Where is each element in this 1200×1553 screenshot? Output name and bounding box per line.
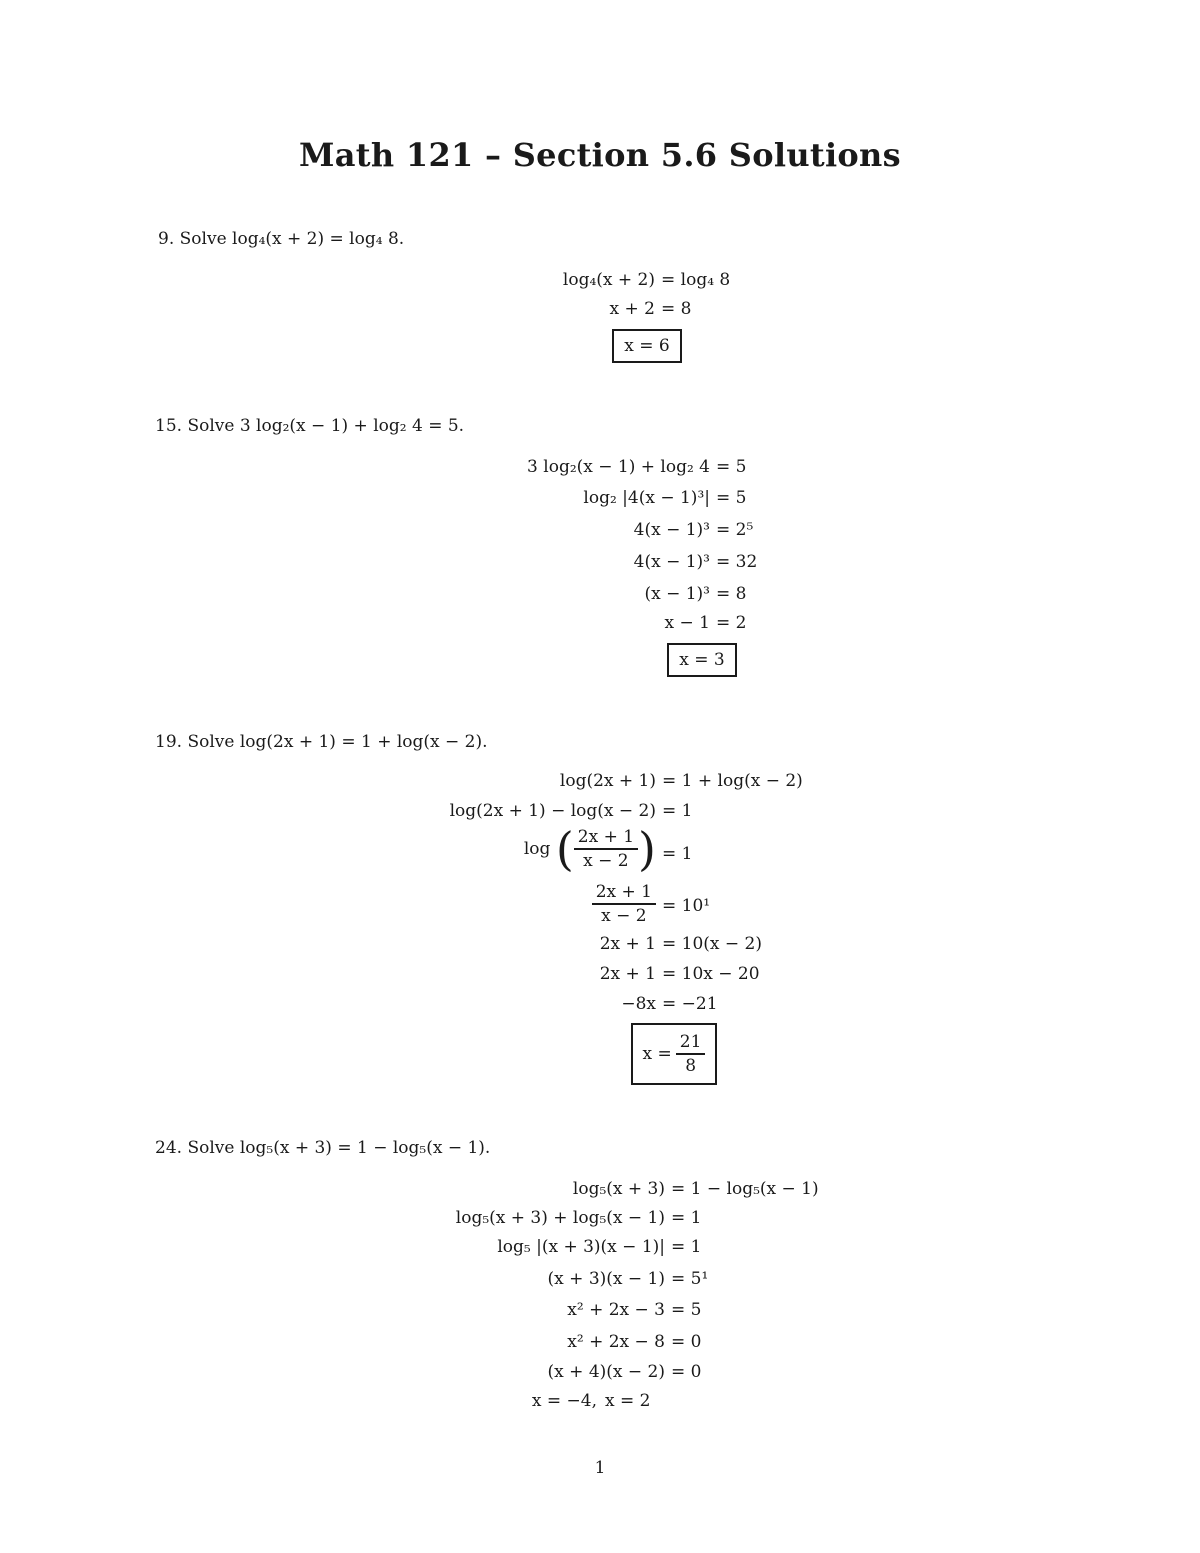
step-rhs: = 1	[671, 1208, 702, 1228]
answer-lhs: x =	[642, 1044, 672, 1064]
log-prefix: log	[523, 839, 551, 859]
step-rhs: = 1	[662, 844, 693, 864]
problem-15-prompt	[155, 415, 464, 437]
answer-box: x = 3	[667, 643, 737, 677]
problem-number: 19.	[155, 732, 183, 752]
numerator: 2x + 1	[592, 881, 656, 905]
step-rhs: = 2	[716, 613, 747, 633]
step-lhs-log-fraction	[523, 822, 656, 876]
step-rhs: = 0	[671, 1362, 702, 1382]
left-paren: (	[555, 822, 574, 876]
page-title: Math 121 – Section 5.6 Solutions	[299, 136, 901, 174]
step-rhs: = 10x − 20	[662, 964, 760, 984]
numerator: 21	[676, 1031, 706, 1055]
solution-pair-first: x = −4,	[531, 1391, 597, 1411]
problem-9-prompt	[158, 228, 404, 250]
numerator: 2x + 1	[574, 826, 638, 850]
fraction	[592, 881, 656, 927]
problem-number: 9.	[158, 229, 175, 249]
step-rhs: = 2⁵	[716, 520, 754, 540]
step-lhs: 3 log₂(x − 1) + log₂ 4	[527, 457, 710, 477]
problem-statement: Solve 3 log₂(x − 1) + log₂ 4 = 5.	[187, 416, 465, 436]
problem-number: 15.	[155, 416, 183, 436]
answer-fraction	[676, 1031, 706, 1077]
step-rhs: = 32	[716, 552, 758, 572]
step-lhs: −8x	[621, 994, 656, 1014]
step-rhs: = 5	[671, 1300, 702, 1320]
problem-statement: Solve log₄(x + 2) = log₄ 8.	[179, 229, 405, 249]
step-lhs: log₄(x + 2)	[562, 270, 655, 290]
problem-statement: Solve log₅(x + 3) = 1 − log₅(x − 1).	[187, 1138, 491, 1158]
step-rhs: = 8	[716, 584, 747, 604]
denominator: x − 2	[583, 851, 629, 871]
page-number: 1	[594, 1458, 606, 1478]
step-lhs: log₅(x + 3) + log₅(x − 1)	[455, 1208, 665, 1228]
step-lhs: log(2x + 1) − log(x − 2)	[449, 801, 656, 821]
step-rhs: = 1	[662, 801, 693, 821]
step-rhs: = 0	[671, 1332, 702, 1352]
step-rhs: = 1	[671, 1237, 702, 1257]
step-rhs: = −21	[662, 994, 718, 1014]
step-lhs: (x + 4)(x − 2)	[547, 1362, 665, 1382]
step-lhs: (x + 3)(x − 1)	[547, 1269, 665, 1289]
step-lhs: 4(x − 1)³	[633, 520, 710, 540]
step-rhs: = 10(x − 2)	[662, 934, 762, 954]
step-rhs: = 1 − log₅(x − 1)	[671, 1179, 819, 1199]
step-rhs: = 5¹	[671, 1269, 709, 1289]
problem-number: 24.	[155, 1138, 183, 1158]
step-lhs: x² + 2x − 8	[567, 1332, 665, 1352]
problem-statement: Solve log(2x + 1) = 1 + log(x − 2).	[187, 732, 488, 752]
step-lhs: 4(x − 1)³	[633, 552, 710, 572]
step-rhs: = 5	[716, 457, 747, 477]
step-rhs: = 5	[716, 488, 747, 508]
step-lhs: log₅ |(x + 3)(x − 1)|	[497, 1237, 665, 1257]
step-lhs: log₅(x + 3)	[572, 1179, 665, 1199]
step-lhs: 2x + 1	[599, 964, 656, 984]
solution-pair-second: x = 2	[605, 1391, 651, 1411]
step-lhs: x − 1	[664, 613, 710, 633]
answer-box	[631, 1023, 717, 1085]
step-rhs: = 8	[661, 299, 692, 319]
right-paren: )	[638, 822, 656, 876]
step-lhs: x² + 2x − 3	[567, 1300, 665, 1320]
problem-19-prompt	[155, 731, 488, 753]
fraction	[574, 826, 638, 872]
step-lhs: log(2x + 1)	[559, 771, 656, 791]
step-lhs: log₂ |4(x − 1)³|	[583, 488, 710, 508]
step-lhs: 2x + 1	[599, 934, 656, 954]
step-lhs: x + 2	[609, 299, 655, 319]
step-rhs: = 10¹	[662, 896, 711, 916]
step-rhs: = log₄ 8	[661, 270, 731, 290]
denominator: 8	[685, 1056, 697, 1076]
step-lhs: (x − 1)³	[644, 584, 710, 604]
problem-24-prompt	[155, 1137, 490, 1159]
step-lhs-fraction	[592, 881, 656, 927]
denominator: x − 2	[601, 906, 647, 926]
step-rhs: = 1 + log(x − 2)	[662, 771, 803, 791]
answer-box: x = 6	[612, 329, 682, 363]
